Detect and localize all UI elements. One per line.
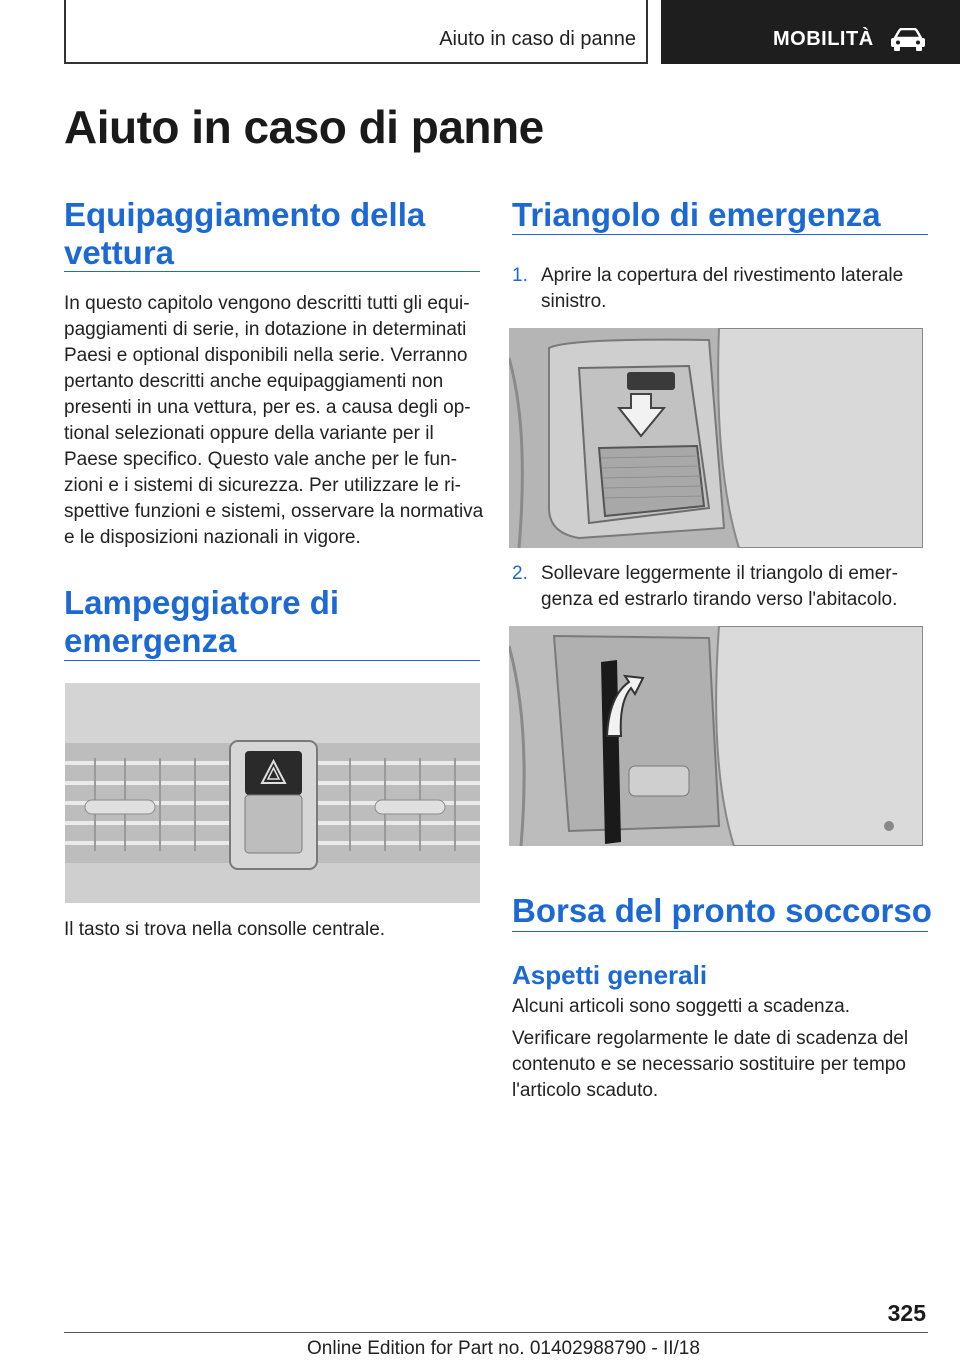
text-line: tional selezionati oppure della variante per il: [64, 423, 434, 444]
text-line: Verificare regolarmente le date di scadenza del: [512, 1028, 909, 1049]
page-number: 325: [887, 1300, 926, 1326]
firstaid-heading-rule: [512, 931, 928, 932]
car-icon: [889, 28, 927, 52]
hazard-heading-line2: emergenza: [64, 622, 237, 659]
text-line: genza ed estrarlo tirando verso l'abitacolo.: [541, 589, 898, 610]
text-line: presenti in una vettura, per es. a causa degli op-: [64, 397, 471, 418]
equipment-paragraph: [64, 291, 494, 551]
step-number: 1.: [512, 265, 528, 286]
text-line: Paese specifico. Questo vale anche per le fun-: [64, 449, 457, 470]
step-text: [541, 561, 921, 613]
chapter-tab-label: MOBILITÀ: [773, 28, 874, 50]
step-2: [512, 561, 928, 613]
hazard-caption: Il tasto si trova nella consolle centrale.: [64, 919, 386, 940]
text-line: zioni e i sistemi di sicurezza. Per utilizzare le ri-: [64, 475, 462, 496]
hazard-button-illustration: [65, 683, 480, 903]
text-line: sinistro.: [541, 291, 607, 312]
step-text: [541, 263, 921, 315]
equipment-heading-line2: vettura: [64, 234, 175, 271]
equipment-heading-rule: [64, 271, 480, 272]
footer-rule: [64, 1332, 928, 1333]
hazard-heading-line1: Lampeggiatore di: [64, 584, 340, 621]
text-line: Aprire la copertura del rivestimento laterale: [541, 265, 904, 286]
text-line: spettive funzioni e sistemi, osservare la normativa: [64, 501, 484, 522]
header-section-title: Aiuto in caso di panne: [439, 28, 636, 50]
equipment-heading: [64, 196, 425, 272]
equipment-heading-line1: Equipaggiamento della: [64, 196, 426, 233]
hazard-heading-rule: [64, 660, 480, 661]
firstaid-heading: Borsa del pronto soccorso: [512, 892, 932, 929]
text-line: In questo capitolo vengono descritti tutti gli equi-: [64, 293, 470, 314]
general-paragraph-1: Alcuni articoli sono soggetti a scadenza.: [512, 996, 850, 1017]
triangle-heading-rule: [512, 234, 928, 235]
general-paragraph-2: [512, 1026, 932, 1104]
general-subheading: Aspetti generali: [512, 960, 708, 990]
text-line: e le disposizioni nazionali in vigore.: [64, 527, 361, 548]
trunk-cover-illustration: [509, 328, 923, 548]
text-line: Paesi e optional disponibili nella serie. Verranno: [64, 345, 468, 366]
text-line: Sollevare leggermente il triangolo di emer-: [541, 563, 898, 584]
hazard-heading: [64, 584, 339, 660]
step-number: 2.: [512, 563, 528, 584]
step-1: [512, 263, 928, 315]
text-line: pertanto descritti anche equipaggiamenti non: [64, 371, 444, 392]
text-line: l'articolo scaduto.: [512, 1080, 659, 1101]
edition-text: Online Edition for Part no. 01402988790 - II/18: [307, 1338, 700, 1359]
triangle-heading: Triangolo di emergenza: [512, 196, 881, 233]
chapter-tab[interactable]: [661, 0, 960, 64]
text-line: paggiamenti di serie, in dotazione in determinati: [64, 319, 467, 340]
page-title: Aiuto in caso di panne: [64, 101, 544, 153]
text-line: contenuto e se necessario sostituire per tempo: [512, 1054, 906, 1075]
triangle-removal-illustration: [509, 626, 923, 846]
